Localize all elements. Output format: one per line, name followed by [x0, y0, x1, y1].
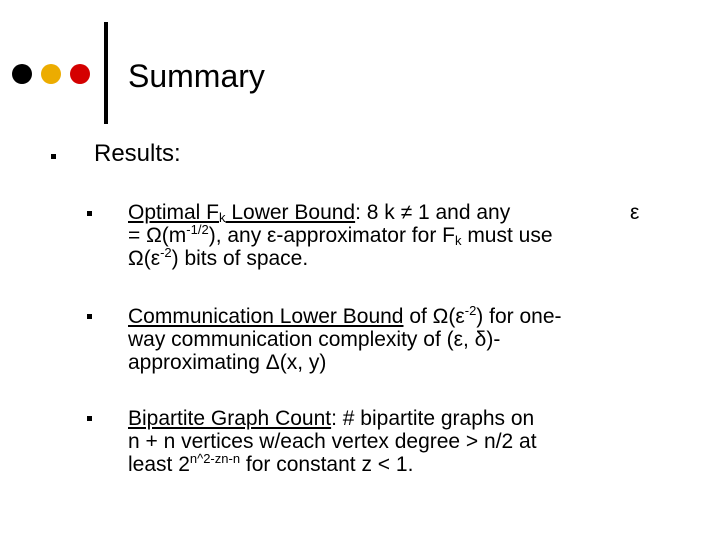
gold-dot — [41, 64, 61, 84]
result-item-communication — [128, 305, 628, 374]
black-dot — [12, 64, 32, 84]
result-item-optimal-fk — [128, 201, 628, 270]
title-divider — [104, 22, 108, 124]
bullet-item-1 — [87, 211, 92, 216]
red-dot — [70, 64, 90, 84]
item-3-term: Bipartite Graph Count — [128, 407, 332, 430]
item-2-line-1: Communication Lower Bound of $\Omega(\varepsilon^{-2})$ for one- — [128, 303, 562, 328]
slide-title: Summary — [128, 58, 265, 94]
item-2-term: Communication Lower Bound — [128, 305, 404, 328]
item-2-line-3: approximating Δ(x, y) — [128, 351, 327, 374]
item-3-line-3: least $2^{n\^{}2-zn-n}$ for constant z < 1. — [128, 451, 414, 476]
item-1-line-3: $\Omega(\varepsilon^{-2})$ bits of space. — [128, 245, 309, 270]
results-heading: Results: — [94, 140, 181, 167]
result-item-bipartite — [128, 407, 628, 476]
bullet-item-3 — [87, 416, 92, 421]
item-3-line-2: n + n vertices w/each vertex degree > n/2 at — [128, 430, 537, 453]
item-1-term: Optimal $F_k$ Lower Bound — [128, 201, 356, 225]
item-1-line-2: = $\Omega(m^{-1/2})$, any ε-approximator for $F_k$ must use — [128, 222, 553, 248]
bullet-item-2 — [87, 314, 92, 319]
item-1-epsilon: ε — [630, 201, 640, 224]
bullet-results — [51, 154, 56, 159]
item-1-line-1: Optimal $F_k$ Lower Bound: 8 k ≠ 1 and any — [128, 201, 511, 225]
item-2-line-2: way communication complexity of (ε, δ)- — [128, 328, 501, 351]
item-3-line-1: Bipartite Graph Count: # bipartite graphs on — [128, 407, 535, 430]
